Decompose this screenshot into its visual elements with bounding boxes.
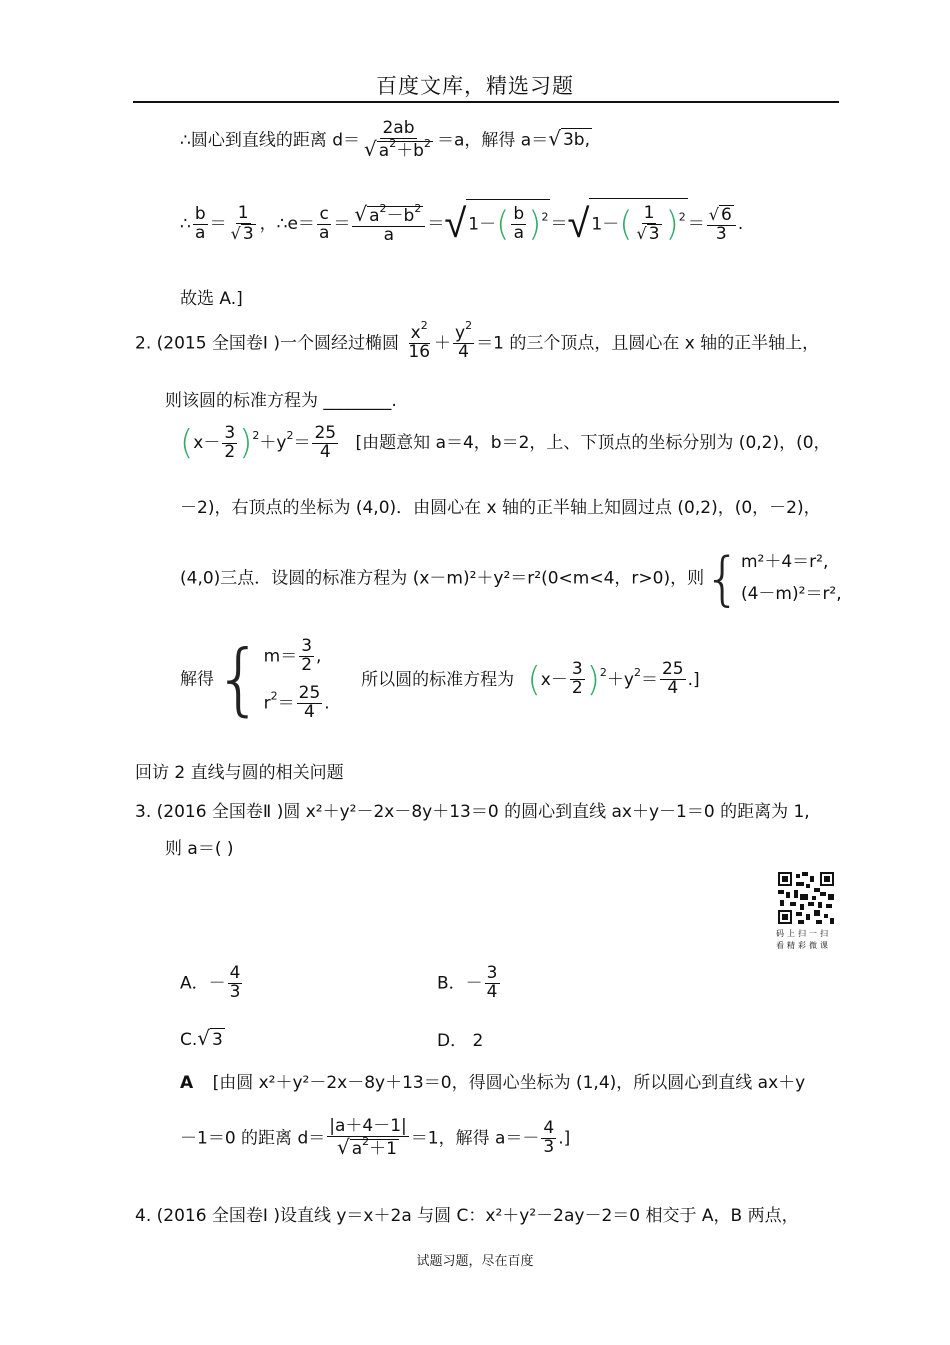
q2-answer-line3: (4,0)三点．设圆的标准方程为 (x－m)²＋y²＝r²(0<m<4，r>0)，则{ m²＋4＝r², (4－m)²＝r², xyxy=(180,544,842,613)
eccentricity-formula: ∴ $\frac{b}{a}$ ＝ $\frac{1}{√ 3}$ ，∴e＝ $\frac{c}{a}$ ＝ $\frac{√ a^2-b^2}{a}$ ＝√ 1－( $\frac{b}{a}$ )$^2$ ＝√ 1－( $\frac{1}{√ 3}$ )$^2$ ＝ $\frac{√ 6}{3}$ . xyxy=(180,214,743,234)
q3-answer-line1 xyxy=(180,1068,805,1093)
distance-formula-numerator: |a＋4－1| xyxy=(329,1116,407,1136)
q2-stem-line1: 2. (2015 全国卷Ⅰ )一个圆经过椭圆 $\frac{x^2}{16}$ ＋ $\frac{y^2}{4}$ ＝1 的三个顶点，且圆心在 x 轴的正半轴上， xyxy=(135,319,820,362)
option-a-label: A．－ xyxy=(180,973,226,994)
qr-caption-1: 码上扫一扫 xyxy=(776,929,831,938)
q2-answer-tail: [由题意知 a＝4，b＝2，上、下顶点的坐标分别为 (0,2)，(0， xyxy=(355,433,831,454)
page-header-title: 百度文库，精选习题 xyxy=(376,74,574,98)
q4-stem: 4. (2016 全国卷Ⅰ )设直线 y＝x＋2a 与圆 C：x²＋y²－2ay－2＝0 相交于 A，B 两点， xyxy=(135,1206,799,1226)
sol1-line1-suffix: ＝a，解得 a＝ xyxy=(436,130,549,151)
sqrt3b: 3b, xyxy=(562,130,590,151)
q3-answer-line2: －1＝0 的距离 d＝ $\frac{|a+4-1|}{√ a^2+1}$ ＝1，解得 a＝－ $\frac{4}{3}$ .] xyxy=(180,1116,571,1159)
q3-answer-letter: A xyxy=(180,1073,194,1093)
option-b[interactable]: B．－ $\frac{3}{4}$ xyxy=(437,963,498,1002)
distance-formula: $\frac{|a+4-1|}{√ a^2+1}$ xyxy=(329,1116,407,1159)
equation-system-2: m＝ $\frac{3}{2}$ , $r^2=$ $\frac{25}{4}$ . xyxy=(263,636,330,722)
distance-fraction: $\frac{2ab}{√ a^2+b^2}$ xyxy=(364,118,431,161)
ellipse-y-term: $\frac{y^2}{4}$ xyxy=(455,319,473,362)
q2-answer-equation: (x－ $\frac{3}{2}$ )$^2+y^2=$ $\frac{25}{4}$ xyxy=(180,423,337,464)
equation-system-1 xyxy=(741,546,842,611)
q2-answer-line2: －2)，右顶点的坐标为 (4,0)．由圆心在 x 轴的正半轴上知圆过点 (0,2)，(0，－2)， xyxy=(180,498,821,518)
option-a[interactable]: A．－ $\frac{4}{3}$ xyxy=(180,963,241,1002)
q2-stem-a: 2. (2015 全国卷Ⅰ )一个圆经过椭圆 xyxy=(135,333,399,354)
option-c[interactable]: C.√ 3 xyxy=(180,1026,223,1050)
q2-stem-line2: 则该圆的标准方程为 ________. xyxy=(165,391,397,411)
qr-code-icon[interactable] xyxy=(776,870,836,926)
solve-label: 解得 xyxy=(180,669,214,690)
final-label: 所以圆的标准方程为 xyxy=(361,669,515,690)
sol1-conclusion: 故选 A.] xyxy=(180,289,243,309)
page-footer: 试题习题，尽在百度 xyxy=(416,1254,534,1269)
qr-caption-2: 看精彩微课 xyxy=(776,941,831,950)
system1-eq2: (4－m)²＝r², xyxy=(740,584,842,605)
system1-eq1: m²＋4＝r², xyxy=(740,552,829,572)
q2-stem-b: ＝1 的三个顶点，且圆心在 x 轴的正半轴上， xyxy=(476,333,820,354)
sol1-line1-prefix: ∴圆心到直线的距离 d＝ xyxy=(180,130,361,151)
q3-answer-line2a: －1＝0 的距离 d＝ xyxy=(180,1128,326,1149)
sol1-line1: ∴圆心到直线的距离 d＝ $\frac{2ab}{√ a^2+b^2}$ ＝a，解得 a＝√ 3b, xyxy=(180,118,590,161)
section-heading: 回访 2 直线与圆的相关问题 xyxy=(135,763,344,783)
q2-answer-line3-text: (4,0)三点．设圆的标准方程为 (x－m)²＋y²＝r²(0<m<4，r>0)，则 xyxy=(180,568,705,589)
q3-stem-line2: 则 a＝( ) xyxy=(165,839,234,859)
q2-answer-line1 xyxy=(180,425,831,462)
option-d[interactable]: D． 2 xyxy=(437,1031,484,1051)
ellipse-x-term: $\frac{x^2}{16}$ xyxy=(408,319,431,362)
q2-answer-line4: 解得{ m＝ $\frac{3}{2}$ , $r^2=$ $\frac{25}{4}$ . 所以圆的标准方程为 (x－ $\frac{3}{2}$ )$^2+y^2=$ $\frac{25}{4}$ .] xyxy=(180,634,700,725)
header-rule xyxy=(133,101,839,103)
option-b-label: B．－ xyxy=(437,973,483,994)
distance-numerator: 2ab xyxy=(382,118,415,138)
q3-stem-line1: 3. (2016 全国卷Ⅱ )圆 x²＋y²－2x－8y＋13＝0 的圆心到直线 ax＋y－1＝0 的距离为 1, xyxy=(135,802,810,822)
q3-answer-text: [由圆 x²＋y²－2x－8y＋13＝0，得圆心坐标为 (1,4)，所以圆心到直线 ax＋y xyxy=(212,1073,806,1093)
sol1-line2 xyxy=(180,198,744,248)
final-equation: (x－ $\frac{3}{2}$ )$^2+y^2=$ $\frac{25}{4}$ .] xyxy=(527,659,700,700)
